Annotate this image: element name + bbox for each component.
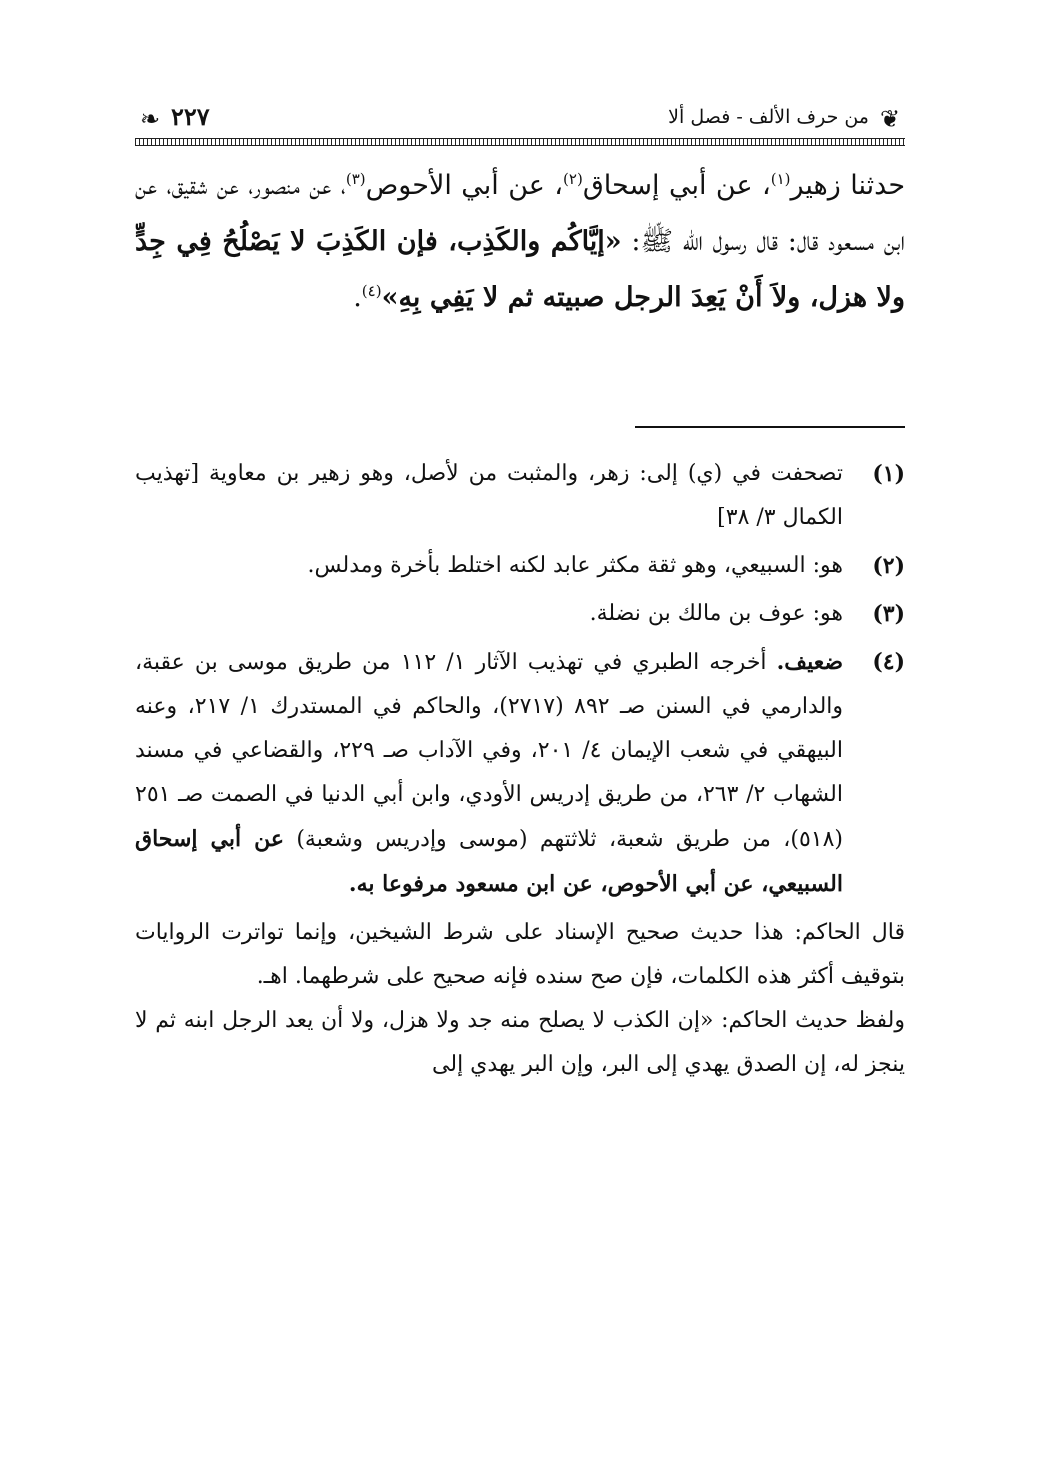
footnote-ref: (٣) (345, 170, 366, 188)
flourish-icon: ❧ (139, 105, 161, 133)
grade-label: ضعيف. (776, 649, 844, 675)
main-text-segment: ، عن أبي إسحاق (582, 170, 771, 201)
main-text-segment: ، عن منصور، عن شقيق، عن ابن مسعود قال: قال رسول الله ﷺ: (135, 170, 905, 257)
header-rule (135, 138, 905, 146)
footnote (135, 452, 905, 540)
footnote-number: (١) (872, 461, 905, 487)
footnote-text: أخرجه الطبري في تهذيب الآثار ١/ ١١٢ من طريق موسى بن عقبة، والدارمي في السنن صـ ٨٩٢ (٢٧١٧)، والحاكم في المستدرك ١/ ٢١٧، وعنه البيهقي في شعب الإيمان ٤/ ٢٠١، وفي الآداب صـ ٢٢٩، والقضاعي في مسند الشهاب ٢/ ٢٦٣، من طريق إدريس الأودي، وابن أبي الدنيا في الصمت صـ ٢٥١ (٥١٨)، من طريق شعبة، ثلاثتهم (موسى وإدريس وشعبة) (135, 650, 844, 852)
footnote-paragraph: ولفظ حديث الحاكم: «إن الكذب لا يصلح منه جد ولا هزل، ولا أن يعد الرجل ابنه ثم لا ينجز له، إن الصدق يهدي إلى البر، وإن البر يهدي إلى (135, 1008, 905, 1077)
footnote-paragraph: قال الحاكم: هذا حديث صحيح الإسناد على شرط الشيخين، وإنما تواترت الروايات بتوقيف أكثر هذه الكلمات، فإن صح سنده فإنه صحيح على شرطهما. اهـ. (135, 920, 905, 989)
footnote-ref: (٢) (563, 170, 583, 188)
footnote-text: هو: عوف بن مالك بن نضلة. (589, 601, 843, 626)
footnote-number: (٢) (872, 553, 905, 579)
footnote-text-bold: عن أبي إسحاق السبيعي، عن أبي الأحوص، عن ابن مسعود مرفوعا به. (135, 826, 843, 897)
main-text-segment: ، عن أبي الأحوص (365, 170, 564, 201)
main-text (135, 158, 905, 326)
footnote-number: (٤) (872, 649, 905, 675)
footnote-text: تصحفت في (ي) إلى: زهر، والمثبت من لأصل، وهو زهير بن معاوية [تهذيب الكمال ٣/ ٣٨] (135, 461, 843, 530)
footnote (135, 592, 905, 636)
footnote-ref: (٤) (361, 282, 382, 300)
main-text-segment: حدثنا زهير (790, 170, 906, 201)
running-header (135, 100, 905, 148)
footnote (135, 640, 905, 907)
footnote (135, 544, 905, 588)
flourish-icon: ❦ (879, 105, 901, 133)
main-text-end: . (353, 282, 362, 313)
chapter-title: من حرف الألف - فصل ألا (668, 106, 869, 128)
footnotes (135, 452, 905, 1087)
hadith-text: «إيَّاكُم والكَذِب، فإن الكَذِبَ لا يَصْلُحُ فِي جِدٍّ ولا هزل، ولاَ أَنْ يَعِدَ الرجل صبيته ثم لا يَفِي بِهِ» (135, 226, 905, 313)
footnote-ref: (١) (770, 170, 791, 188)
footnote-text: هو: السبيعي، وهو ثقة مكثر عابد لكنه اختلط بأخرة ومدلس. (307, 553, 843, 578)
footnote-number: (٣) (872, 601, 905, 627)
footnote-divider (635, 426, 905, 428)
page-number: ٢٢٧ (171, 102, 210, 131)
